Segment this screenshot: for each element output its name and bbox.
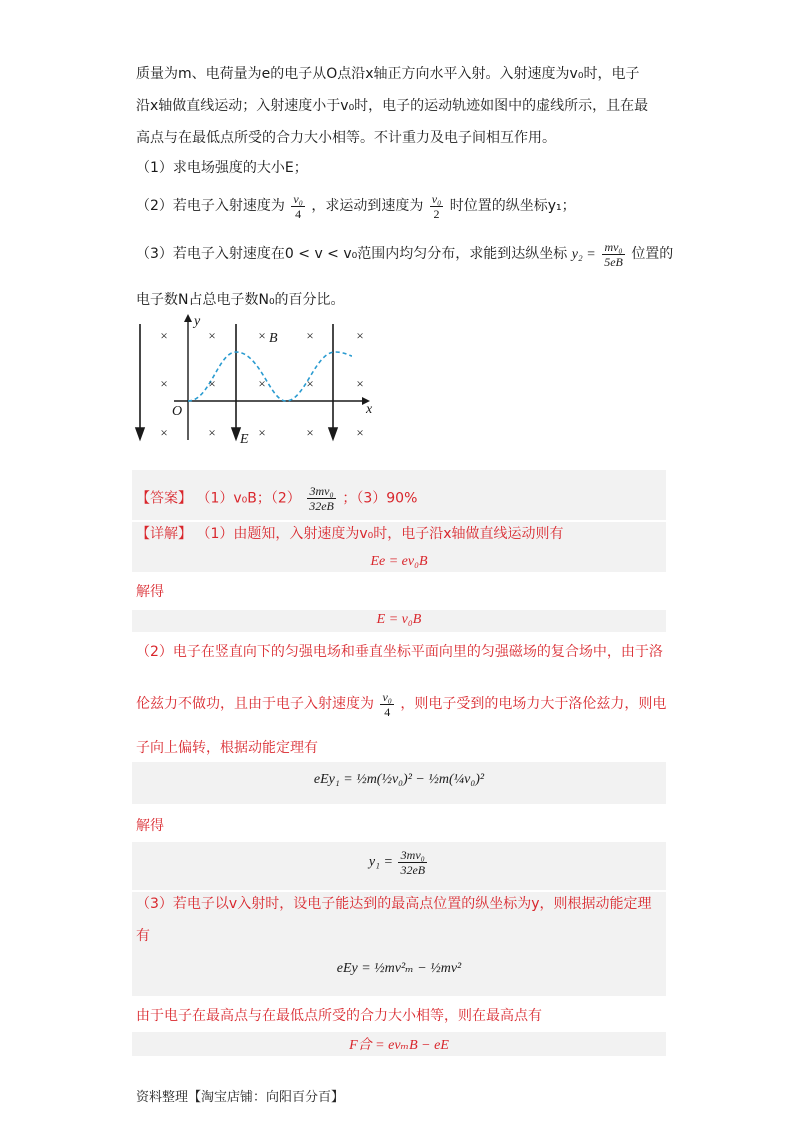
question-2-fraction-1 <box>291 192 305 221</box>
x-axis-label: x <box>366 402 373 417</box>
b-field-cross: × <box>160 328 168 343</box>
fraction-denominator: 4 <box>384 704 391 719</box>
jiede-2: 解得 <box>136 818 164 834</box>
y-axis-label: y <box>194 314 201 329</box>
b-field-cross: × <box>208 376 216 391</box>
fraction-denominator: 32eB <box>309 499 334 513</box>
detail-text-1: （1）由题知，入射速度为v₀时，电子沿x轴做直线运动则有 <box>196 526 564 542</box>
equation-4-fraction <box>398 848 427 877</box>
detail-4-line: 由于电子在最高点与在最低点所受的合力大小相等，则在最高点有 <box>136 1008 542 1024</box>
question-2-text-c: 时位置的纵坐标y₁； <box>449 198 576 214</box>
b-field-cross: × <box>160 425 168 440</box>
b-field-cross: × <box>208 425 216 440</box>
answer-line <box>136 484 417 513</box>
b-field-cross: × <box>306 376 314 391</box>
answer-part-3: ；（3）90% <box>342 490 418 507</box>
fraction-denominator: 5eB <box>604 254 623 269</box>
detail-line-1 <box>136 524 564 544</box>
question-3 <box>136 238 673 271</box>
equation-3: eEy₁ = ½m(½v₀)² − ½m(¼v₀)² <box>313 772 485 787</box>
detail-3-line-1: （3）若电子以v入射时，设电子能达到的最高点位置的纵坐标为y，则根据动能定理 <box>136 896 652 912</box>
b-field-cross: × <box>258 376 266 391</box>
fraction-denominator: 2 <box>433 206 440 221</box>
jiede-1: 解得 <box>136 584 164 600</box>
question-1: （1）求电场强度的大小E； <box>136 160 308 176</box>
detail-box-3 <box>132 892 666 996</box>
equation-box-4 <box>132 842 666 890</box>
fraction-numerator: v₀ <box>293 191 303 206</box>
detail-2-text-b: 伦兹力不做功，且由于电子入射速度为 <box>136 696 374 712</box>
question-2-text-a: （2）若电子入射速度为 <box>136 198 285 214</box>
equation-2: E = v₀B <box>376 612 422 627</box>
fraction-denominator: 32eB <box>400 863 426 877</box>
detail-2-text-c: ，则电子受到的电场力大于洛伦兹力，则电 <box>400 696 667 712</box>
y-axis-arrow <box>184 314 192 322</box>
equation-box-2 <box>132 610 666 632</box>
question-3-y2: y₂ = <box>571 247 596 262</box>
question-2 <box>136 190 576 222</box>
problem-line-3: 高点与在最低点所受的合力大小相等。不计重力及电子间相互作用。 <box>136 130 556 146</box>
detail-box-1 <box>132 522 666 572</box>
equation-box-6 <box>132 1032 666 1056</box>
footer-source: 资料整理【淘宝店铺：向阳百分百】 <box>136 1090 345 1105</box>
equation-5: eEy = ½mv²ₘ − ½mv² <box>336 961 462 976</box>
origin-label: O <box>172 404 183 419</box>
answer-part-1: （1）v₀B；（2） <box>196 490 301 507</box>
b-field-cross: × <box>356 376 364 391</box>
question-2-text-b: ，求运动到速度为 <box>311 198 424 214</box>
answer-tag: 【答案】 <box>136 490 192 507</box>
b-field-cross: × <box>258 328 266 343</box>
equation-1: Ee = ev₀B <box>370 554 428 569</box>
b-field-cross: × <box>356 425 364 440</box>
b-field-cross: × <box>306 425 314 440</box>
answer-fraction <box>307 484 336 513</box>
e-field-label: E <box>240 432 249 447</box>
b-field-cross: × <box>356 328 364 343</box>
fraction-numerator: v₀ <box>431 191 442 206</box>
fraction-denominator: 4 <box>295 206 302 221</box>
question-2-fraction-2 <box>430 192 444 221</box>
detail-2-fraction <box>380 690 394 719</box>
field-diagram <box>130 312 390 452</box>
equation-6: F合 = evₘB − eE <box>349 1038 449 1053</box>
question-3-text-b: 位置的 <box>631 246 674 262</box>
question-3-fraction <box>602 240 625 269</box>
answer-box <box>132 470 666 520</box>
b-field-label: B <box>269 331 278 346</box>
arrow-head <box>136 428 144 439</box>
fraction-numerator: v₀ <box>382 689 392 704</box>
question-3-text-a: （3）若电子入射速度在0 < v < v₀范围内均匀分布，求能到达纵坐标 <box>136 246 568 262</box>
equation-4 <box>132 848 666 877</box>
fraction-numerator: 3mv₀ <box>307 484 336 499</box>
detail-2-line-1: （2）电子在竖直向下的匀强电场和垂直坐标平面向里的匀强磁场的复合场中，由于洛 <box>136 644 663 660</box>
arrow-head <box>232 428 240 439</box>
detail-tag: 【详解】 <box>136 526 192 542</box>
b-field-cross: × <box>208 328 216 343</box>
question-3-line-2: 电子数N占总电子数N₀的百分比。 <box>136 292 345 308</box>
fraction-numerator: 3mv₀ <box>398 848 427 863</box>
equation-box-3 <box>132 762 666 804</box>
fraction-numerator: mv₀ <box>602 240 625 255</box>
detail-3-line-2: 有 <box>136 928 150 944</box>
b-field-cross: × <box>306 328 314 343</box>
b-field-cross: × <box>160 376 168 391</box>
problem-line-2: 沿x轴做直线运动；入射速度小于v₀时，电子的运动轨迹如图中的虚线所示，且在最 <box>136 98 649 114</box>
arrow-head <box>329 428 337 439</box>
b-field-cross: × <box>258 425 266 440</box>
problem-line-1: 质量为m、电荷量为e的电子从O点沿x轴正方向水平入射。入射速度为v₀时，电子 <box>136 66 640 82</box>
equation-4-lhs: y₁ = <box>368 854 393 870</box>
detail-2-line-2 <box>136 688 666 720</box>
detail-2-line-3: 子向上偏转，根据动能定理有 <box>136 740 318 756</box>
